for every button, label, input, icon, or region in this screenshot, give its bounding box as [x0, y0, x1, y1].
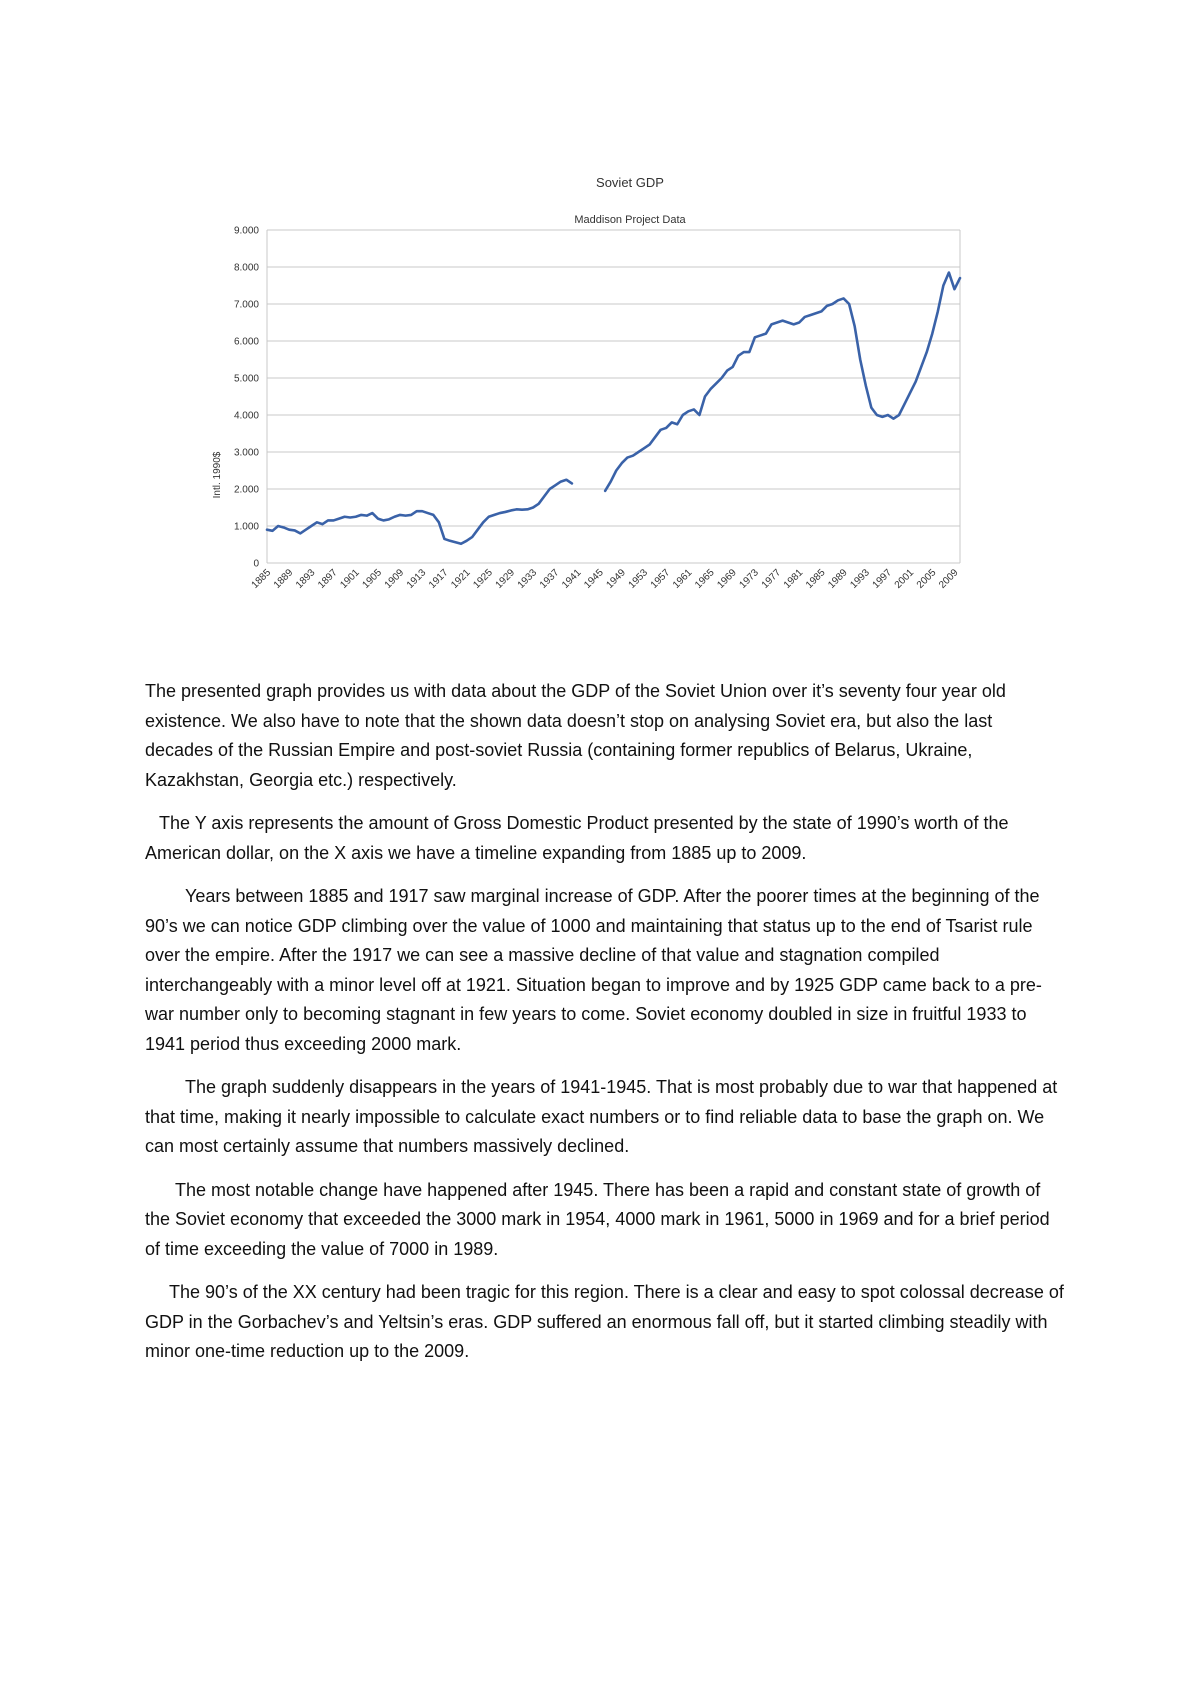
x-tick-label: 1885	[249, 567, 274, 591]
paragraph-postwar-growth: The most notable change have happened after 1945. There has been a rapid and constant state of growth of the Soviet economy that exceeded the 3000 mark in 1954, 4000 mark in 1961, 5000 in 1969 and for a brief period of time exceeding the value of 7000 in 1989.	[145, 1179, 1050, 1259]
x-tick-label: 1933	[515, 567, 540, 591]
document-body	[145, 677, 1065, 1381]
x-tick-label: 1993	[848, 567, 872, 591]
x-tick-label: 1989	[826, 567, 850, 591]
x-tick-label: 1917	[427, 567, 451, 591]
x-tick-label: 1901	[338, 567, 362, 591]
x-tick-label: 1925	[471, 567, 495, 591]
x-tick-label: 2005	[914, 567, 939, 591]
paragraph-war-gap: The graph suddenly disappears in the years of 1941-1945. That is most probably due to war that happened at that time, making it nearly impossible to calculate exact numbers or to find reliable data to base the graph on. We can most certainly assume that numbers massively declined.	[145, 1077, 1058, 1156]
paragraph-1885-1941: Years between 1885 and 1917 saw marginal increase of GDP. After the poorer times at the beginning of the 90’s we can notice GDP climbing over the value of 1000 and maintaining that status up to the end of Tsarist rule over the empire. After the 1917 we can see a massive decline of that value and stagnation compiled interchangeably with a minor level off at 1921. Situation began to improve and by 1925 GDP came back to a pre-war number only to becoming stagnant in few years to come. Soviet economy doubled in size in fruitful 1933 to 1941 period thus exceeding 2000 mark.	[145, 886, 1042, 1054]
x-tick-label: 1949	[604, 567, 628, 591]
y-tick-label: 2.000	[233, 484, 259, 496]
x-tick-label: 1889	[271, 567, 296, 591]
soviet-gdp-chart	[160, 150, 1100, 680]
x-tick-label: 1893	[293, 567, 318, 591]
y-tick-label: 3.000	[233, 447, 259, 459]
y-tick-label: 5.000	[233, 373, 259, 385]
y-axis-label: Intl. 1990$	[212, 451, 223, 499]
chart-subtitle: Maddison Project Data	[574, 214, 686, 226]
x-tick-label: 2001	[892, 567, 917, 591]
x-tick-label: 1905	[360, 567, 385, 591]
x-tick-label: 1969	[715, 567, 739, 591]
x-tick-label: 1997	[870, 567, 895, 591]
x-tick-label: 1965	[693, 567, 717, 591]
x-tick-label: 1973	[737, 567, 761, 591]
x-tick-label: 1937	[537, 567, 562, 591]
y-tick-label: 7.000	[233, 299, 259, 311]
x-tick-label: 1945	[582, 567, 606, 591]
y-tick-label: 8.000	[233, 262, 259, 274]
x-tick-label: 1941	[560, 567, 584, 591]
x-tick-label: 1897	[316, 567, 340, 591]
paragraph-intro: The presented graph provides us with data about the GDP of the Soviet Union over it’s seventy four year old existence. We also have to note that the shown data doesn’t stop on analysing Soviet era, but also the last decades of the Russian Empire and post-soviet Russia (containing former republics of Belarus, Ukraine, Kazakhstan, Georgia etc.) respectively.	[145, 681, 1006, 790]
x-tick-label: 1929	[493, 567, 518, 591]
x-tick-label: 1957	[648, 567, 673, 591]
y-tick-label: 4.000	[233, 410, 259, 422]
x-tick-label: 1961	[670, 567, 695, 591]
y-tick-label: 1.000	[233, 521, 259, 533]
chart-svg	[160, 150, 1100, 680]
y-tick-label: 9.000	[233, 225, 259, 237]
x-tick-label: 1985	[804, 567, 828, 591]
x-tick-label: 1921	[449, 567, 473, 591]
y-tick-label: 6.000	[233, 336, 259, 348]
x-tick-label: 2009	[937, 567, 961, 591]
y-tick-label: 0	[253, 558, 259, 570]
x-tick-label: 1977	[759, 567, 784, 591]
paragraph-axes: The Y axis represents the amount of Gross Domestic Product presented by the state of 1990’s worth of the American dollar, on the X axis we have a timeline expanding from 1885 up to 2009.	[145, 813, 1009, 863]
paragraph-1990s: The 90’s of the XX century had been tragic for this region. There is a clear and easy to spot colossal decrease of GDP in the Gorbachev’s and Yeltsin’s eras. GDP suffered an enormous fall off, but it started climbing steadily with minor one-time reduction up to the 2009.	[145, 1282, 1064, 1361]
chart-title: Soviet GDP	[596, 175, 664, 190]
x-tick-label: 1909	[382, 567, 407, 591]
x-tick-label: 1953	[626, 567, 651, 591]
x-tick-label: 1981	[781, 567, 806, 591]
x-tick-label: 1913	[404, 567, 429, 591]
